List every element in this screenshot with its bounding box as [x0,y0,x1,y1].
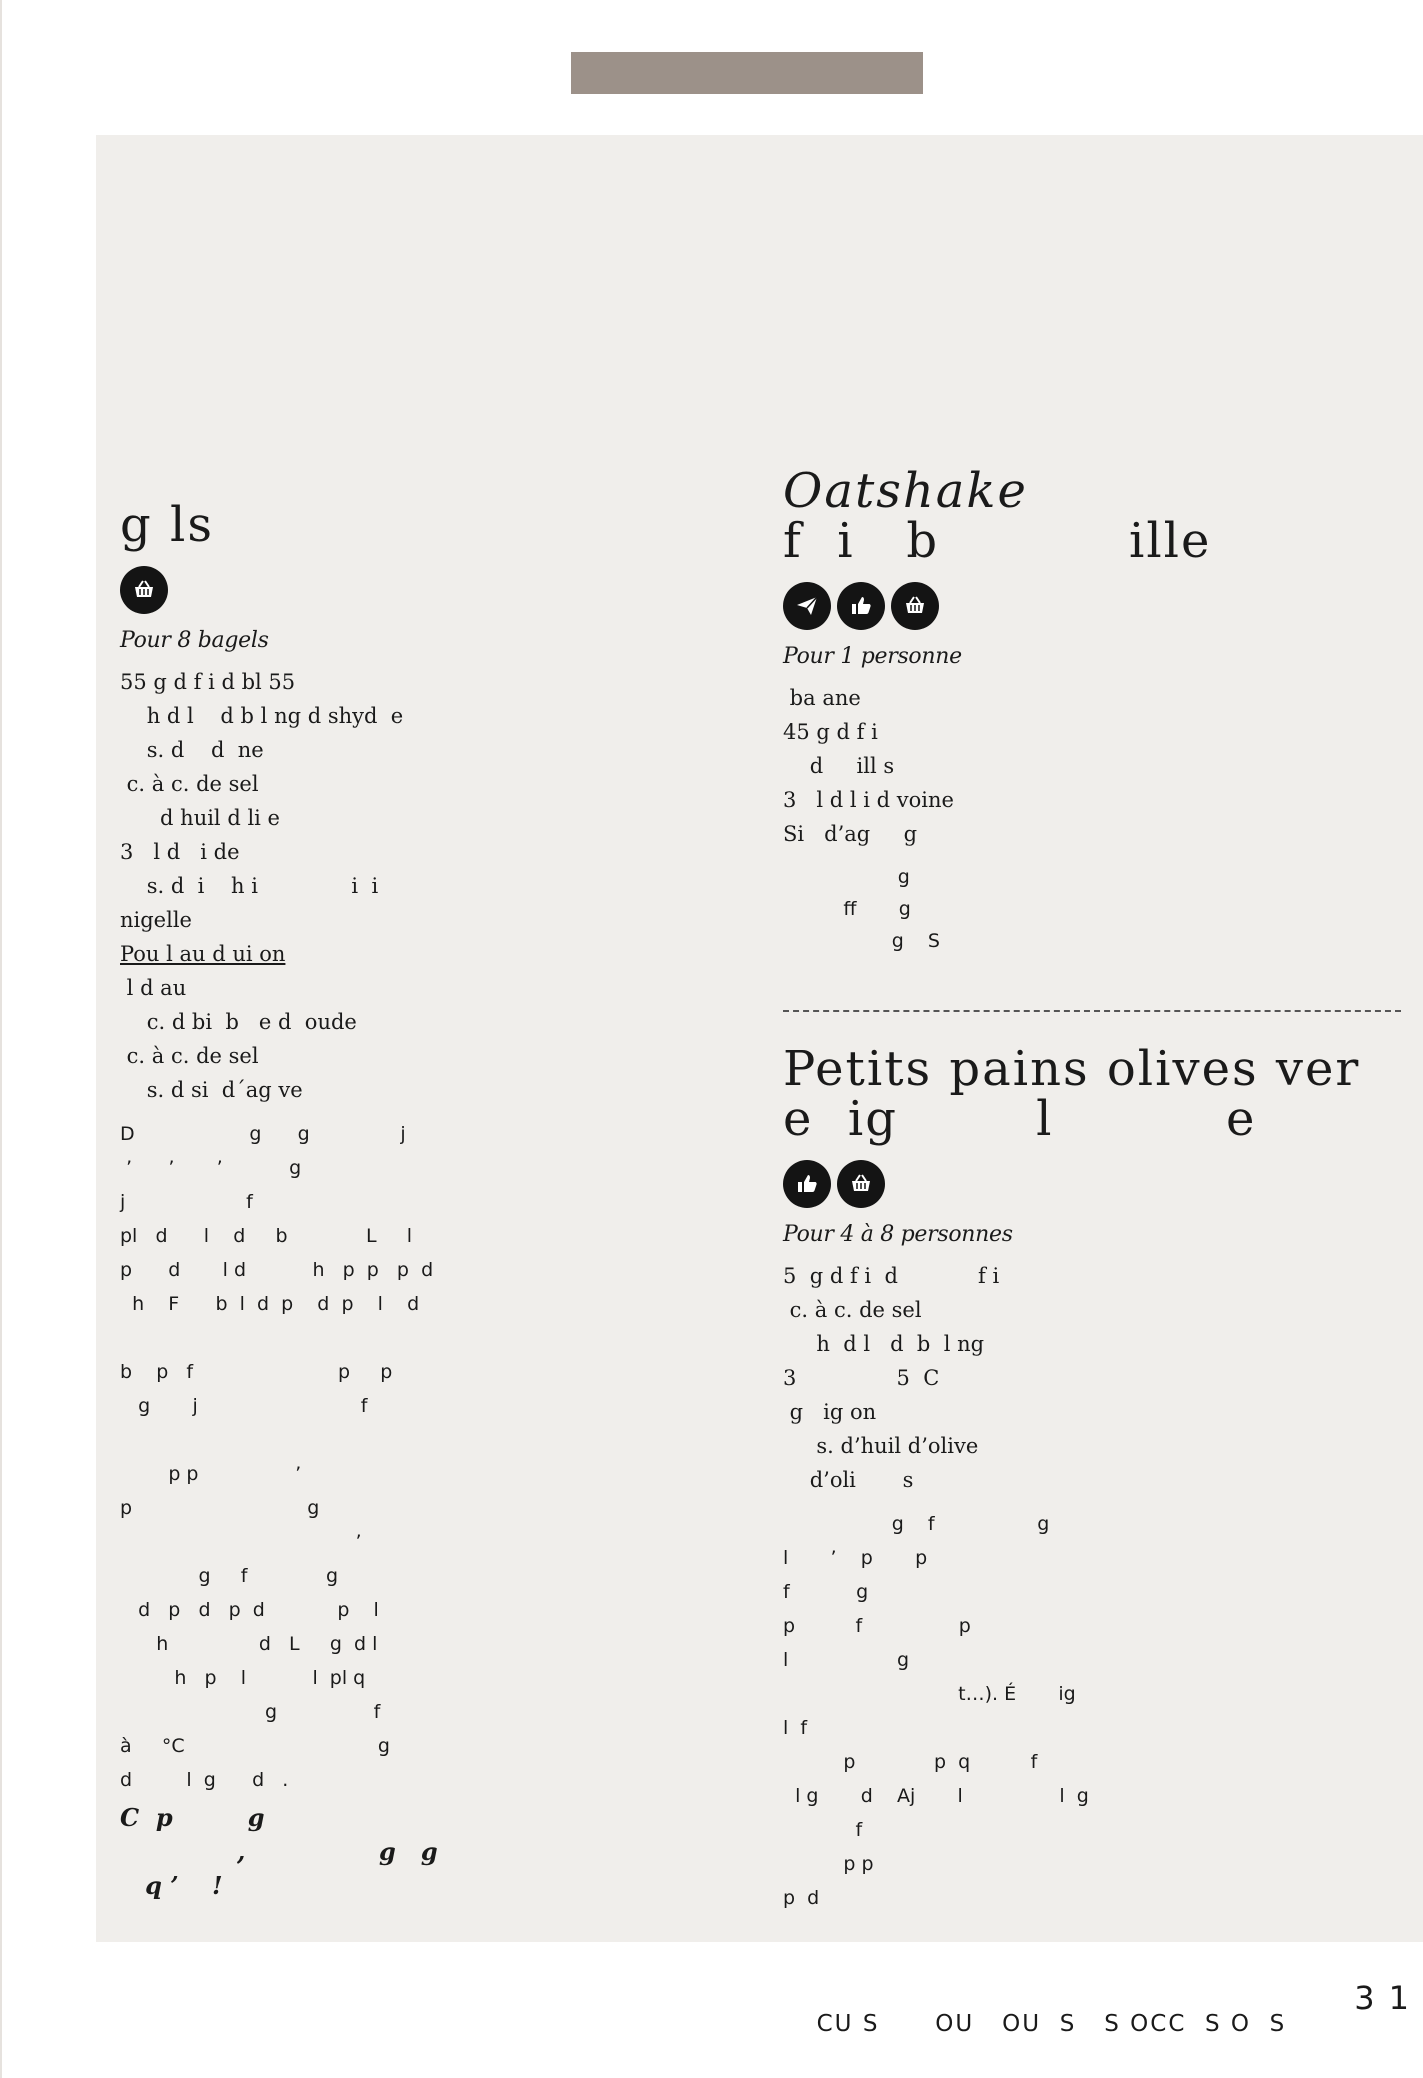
method-line: à °C g [120,1735,390,1757]
sub-section-heading: Pou l au d ui on [120,942,286,966]
paper-plane-icon [783,582,831,630]
recipe-icons [120,566,700,614]
section-divider [783,1010,1401,1012]
ingredient-item: g ig on [783,1400,877,1424]
serving-size: Pour 1 personne [783,644,962,669]
ingredient-list [783,1259,1403,1497]
method-line: j f [120,1191,253,1213]
method-line: g [783,866,910,888]
closing-line: C p g [120,1803,265,1832]
ingredient-item: 5 g d f i d f i [783,1264,1000,1288]
footer-section-title: CU S OU OU S S OCC S O S [816,2011,1287,2037]
ingredient-item: nigelle [120,908,192,932]
method-line: p f p [783,1615,971,1637]
method-line: p p [783,1853,874,1875]
page-edge [0,0,2,2078]
method-line: p p q f [783,1751,1038,1773]
page-footer [798,1979,1423,2037]
recipe-oatshake [783,463,1403,957]
ingredient-item: ba ane [783,686,861,710]
ingredient-list [783,681,1403,851]
ingredient-item: c. à c. de sel [120,772,259,796]
ingredient-item: s. d d ne [120,738,264,762]
ingredient-item: d ill s [783,754,895,778]
closing-line: , g g [120,1837,438,1866]
recipe-bagels [120,497,700,1903]
closing-note [120,1801,700,1903]
ingredient-item: 3 l d i de [120,840,240,864]
thumbs-up-icon [783,1160,831,1208]
serving-size: Pour 4 à 8 personnes [783,1222,1013,1247]
sub-ingredient-list [120,971,700,1107]
ingredient-item: h d l d b l ng [783,1332,985,1356]
page-number: 31 [1354,1979,1423,2017]
ingredient-item: h d l d b l ng d shyd e [120,704,404,728]
ingredient-item: l d au [120,976,187,1000]
method-line: p d [783,1887,820,1909]
ingredient-item: 55 g d f i d bl 55 [120,670,296,694]
method-line [120,1423,700,1457]
recipe-title: Oatshake [783,463,1028,519]
method-line: l ’ p p [783,1547,928,1569]
recipe-column-right [783,463,1403,957]
ingredient-item: 3 5 C [783,1366,940,1390]
method-line: h d L g d l [120,1633,378,1655]
method-line: b p f p p [120,1361,393,1383]
ingredient-list [120,665,700,937]
method-line: ff g [783,898,911,920]
method-text [120,1117,700,1797]
method-line: l f [783,1717,808,1739]
ingredient-item: c. à c. de sel [783,1298,922,1322]
method-text [783,1507,1403,1915]
method-line: g f g [783,1513,1050,1535]
method-line: l g [783,1649,910,1671]
method-line: l g d Aj l l g [783,1785,1089,1807]
ingredient-item: s. d i h i i i [120,874,379,898]
method-line: d l g d . [120,1769,289,1791]
method-line: ’ ’ ’ g [120,1157,302,1179]
recipe-icons [783,582,1403,630]
method-line: p g [120,1497,320,1519]
method-line: f g [783,1581,869,1603]
ingredient-item: Si d’ag g [783,822,918,846]
method-line: D g g j [120,1123,406,1145]
ingredient-item: 45 g d f i [783,720,878,744]
method-line [120,1321,700,1355]
closing-line: q ’ ! [120,1871,223,1900]
basket-icon [891,582,939,630]
recipe-title-line2: f i b ille [783,513,1212,569]
method-line: pl d l d b L l [120,1225,413,1247]
method-line: g j f [120,1395,368,1417]
recipe-icons [783,1160,1403,1208]
method-line: ’ [120,1531,362,1553]
ingredient-item: s. d si d´ag ve [120,1078,303,1102]
ingredient-item: c. d bi b e d oude [120,1010,357,1034]
method-text [783,861,1403,957]
method-line: t…). É ig [783,1683,1076,1705]
basket-icon [120,566,168,614]
recipe-olive-rolls [783,1041,1403,1915]
method-line: p d l d h p p p d [120,1259,434,1281]
ingredient-item: 3 l d l i d voine [783,788,954,812]
thumbs-up-icon [837,582,885,630]
method-line: d p d p d p l [120,1599,379,1621]
ingredient-item: c. à c. de sel [120,1044,259,1068]
header-color-bar [571,52,923,94]
ingredient-item: d’oli s [783,1468,914,1492]
method-line: g f g [120,1565,339,1587]
method-line: f [783,1819,863,1841]
method-line: h F b l d p d p l d [120,1293,420,1315]
recipe-title: g ls [120,497,214,553]
serving-size: Pour 8 bagels [120,628,269,653]
method-line: h p l l pl q [120,1667,366,1689]
ingredient-item: d huil d li e [120,806,280,830]
method-line: g S [783,930,940,952]
basket-icon [837,1160,885,1208]
ingredient-item: s. d’huil d’olive [783,1434,979,1458]
method-line: g f [120,1701,381,1723]
recipe-title: Petits pains olives ver [783,1041,1361,1097]
recipe-title-line2: e ig l e [783,1091,1257,1147]
method-line: p p ’ [120,1463,302,1485]
